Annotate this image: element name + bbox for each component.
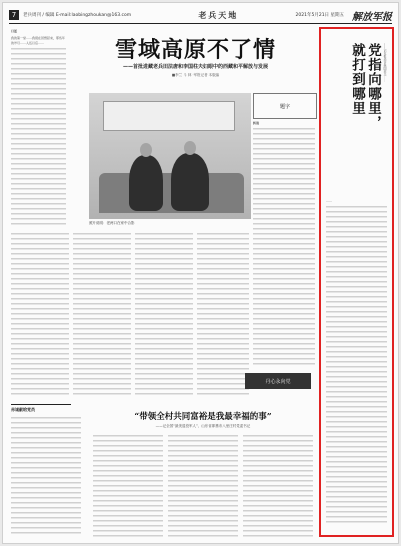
- text-lines: [253, 126, 315, 366]
- poem-box: 题字: [253, 93, 317, 119]
- person-right-head: [184, 141, 196, 155]
- section2-label: 赤诚献给党员: [11, 404, 71, 413]
- page-number: 7: [9, 10, 19, 20]
- newspaper-page: [3, 3, 398, 543]
- section2-column-3: [168, 433, 238, 537]
- section2-column-1: [11, 415, 81, 537]
- article-photo: [89, 93, 251, 219]
- right-body-text: ……: [326, 199, 332, 203]
- section-heading: 转战: [253, 121, 260, 125]
- sidebar-heading: 口述: [11, 29, 18, 33]
- header-left: [23, 12, 131, 18]
- text-column-3: [135, 231, 193, 396]
- page-header: [9, 9, 392, 21]
- header-rule: [9, 23, 392, 24]
- sidebar-text-lines: [11, 46, 66, 226]
- masthead: 解放军报: [352, 11, 392, 23]
- section2-subtitle: ——记全国“最美退役军人”、山东省即墨市八里庄村党委书记: [155, 424, 251, 428]
- section2-title: “带领全村共同富裕是我最幸福的事”: [134, 412, 272, 422]
- left-sidebar: [11, 29, 66, 244]
- party-banner: 丹心永向党: [245, 373, 311, 389]
- section2-column-2: [93, 433, 163, 537]
- section2-column-4: [243, 433, 313, 537]
- editor-label: 老兵周刊 / 编辑: [23, 13, 55, 18]
- text-column-2: [73, 231, 131, 396]
- right-subtitle: ——记本报采访我国老兵……: [383, 43, 387, 82]
- section-title: 老兵天地: [198, 9, 239, 20]
- person-left-head: [140, 143, 152, 157]
- right-title-line1: 党指向哪里，: [365, 43, 381, 130]
- sidebar-text: 我的第一堂……我现在回想起来，那些年的岁月……入伍以后……: [11, 36, 66, 45]
- text-column-1: [11, 231, 69, 396]
- text-column-right-top: [253, 121, 315, 371]
- editor-email: E-mail:laobingzhoukan@163.com: [55, 13, 132, 18]
- text-column-4: [197, 231, 249, 396]
- right-text-lines: [326, 204, 387, 524]
- person-left: [129, 155, 163, 211]
- article-byline: ■李兰 斗 林 ·军报记者 本版编: [171, 73, 220, 77]
- wall-painting: [103, 101, 235, 131]
- person-right: [171, 153, 209, 211]
- photo-caption: 照片说明：老两口在家中合影: [89, 221, 135, 225]
- article-title: 雪域高原不了情: [114, 37, 276, 63]
- highlighted-article: [319, 27, 394, 537]
- right-title-line2: 就打到哪里: [349, 43, 365, 116]
- issue-date: 2021年5月21日 星期五: [295, 13, 344, 18]
- right-article-body: [326, 199, 387, 529]
- article-subtitle: ——首批进藏老兵田法唐和李国柱夫妇眼中的西藏和平解放与发展: [122, 64, 268, 70]
